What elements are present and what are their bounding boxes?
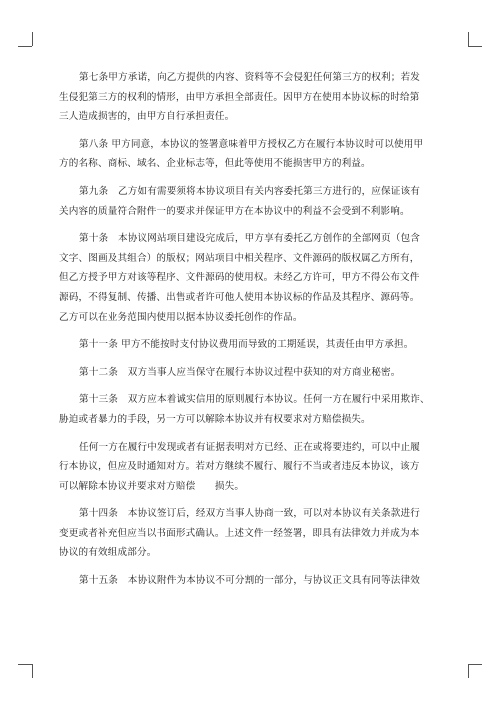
crop-mark-top-right-v — [468, 32, 469, 46]
text-line: 第十五条 本协议附件为本协议不可分割的一部分，与协议正文具有同等法律效 — [79, 575, 421, 587]
paragraph-article-13-continued — [59, 438, 445, 497]
text-line: 行本协议，但应及时通知对方。若对方继续不履行、履行不当或者违反本协议，该方 — [59, 461, 420, 473]
text-line: 第七条甲方承诺，向乙方提供的内容、资料等不会侵犯任何第三方的权利；若发 — [79, 72, 421, 83]
crop-mark-top-right-h — [468, 46, 482, 47]
crop-mark-bottom-left-v — [32, 664, 33, 678]
text-line: 源码，不得复制、传播、出售或者许可他人使用本协议标的作品及其程序、源码等。 — [59, 291, 420, 303]
text-line: 协议的有效组成部分。 — [59, 547, 157, 559]
text-line: 方的名称、商标、域名、企业标志等，但此等使用不能损害甲方的利益。 — [59, 158, 371, 170]
text-line: 三人造成损害的，由甲方自行承担责任。 — [59, 111, 235, 123]
text-line: 乙方可以在业务范围内使用以据本协议委托创作的作品。 — [59, 311, 303, 323]
crop-mark-bottom-right-h — [468, 664, 482, 665]
crop-mark-bottom-right-v — [468, 664, 469, 678]
crop-mark-top-left-v — [32, 32, 33, 46]
text-line: 生侵犯第三方的权利的情形，由甲方承担全部责任。因甲方在使用本协议标的时给第 — [59, 91, 420, 103]
paragraph-article-11 — [59, 335, 445, 355]
crop-mark-bottom-left-h — [18, 664, 32, 665]
text-line: 可以解除本协议并要求对方赔偿 损失。 — [59, 480, 245, 492]
text-line: 第十条 本协议网站项目建设完成后，甲方享有委托乙方创作的全部网页（包含 — [79, 233, 421, 245]
text-line: 任何一方在履行中发现或者有证据表明对方已经、正在或将要违约，可以中止履 — [79, 441, 421, 453]
text-line: 胁迫或者暴力的手段，另一方可以解除本协议并有权要求对方赔偿损失。 — [59, 413, 371, 425]
text-line: 第八条 甲方同意，本协议的签署意味着甲方授权乙方在履行本协议时可以使用甲 — [79, 138, 424, 150]
paragraph-article-13 — [59, 390, 445, 429]
paragraph-article-8 — [59, 135, 445, 174]
paragraph-article-10 — [59, 229, 445, 327]
paragraph-article-9 — [59, 182, 445, 221]
text-line: 第九条 乙方如有需要须将本协议项目有关内容委托第三方进行的，应保证该有 — [79, 185, 421, 197]
text-line: 文字、图画及其组合）的版权；网站项目中相关程序、文件源码的版权属乙方所有， — [59, 252, 420, 264]
paragraph-article-12 — [59, 363, 445, 383]
document-body — [59, 68, 445, 599]
text-line: 第十四条 本协议签订后，经双方当事人协商一致，可以对本协议有关条款进行 — [79, 508, 421, 520]
text-line: 变更或者补充但应当以书面形式确认。上述文件一经签署，即具有法律效力并成为本 — [59, 527, 420, 539]
text-line: 第十二条 双方当事人应当保守在履行本协议过程中获知的对方商业秘密。 — [79, 366, 401, 378]
text-line: 第十三条 双方应本着诚实信用的原则履行本协议。任何一方在履行中采用欺诈、 — [79, 394, 430, 406]
paragraph-article-15 — [59, 571, 445, 591]
text-line: 但乙方授予甲方对该等程序、文件源码的使用权。未经乙方许可，甲方不得公布文件 — [59, 272, 420, 284]
crop-mark-top-left-h — [18, 46, 32, 47]
text-line: 关内容的质量符合附件一的要求并保证甲方在本协议中的利益不会受到不利影响。 — [59, 205, 410, 217]
paragraph-article-14 — [59, 504, 445, 563]
paragraph-article-7 — [59, 68, 445, 127]
text-line: 第十一条 甲方不能按时支付协议费用而导致的工期延误，其责任由甲方承担。 — [79, 339, 414, 351]
